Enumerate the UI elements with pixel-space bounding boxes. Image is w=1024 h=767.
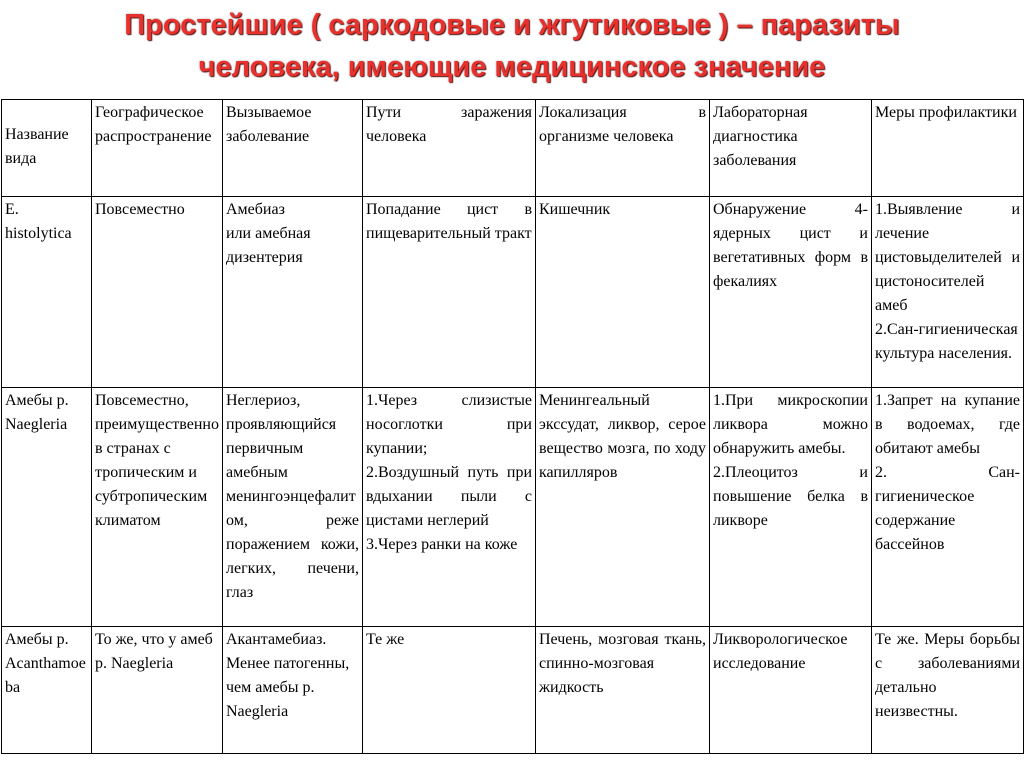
table-cell: Амебиаз или амебная дизентерия xyxy=(223,197,363,388)
table-cell: Те же xyxy=(363,627,536,754)
table-row xyxy=(2,627,1024,754)
table-cell: Печень, мозговая ткань, спинно-мозговая жидкость xyxy=(536,627,710,754)
header-cell-localization: Локализация в организме человека xyxy=(536,100,710,197)
table-cell: Попадание цист в пищеварительный тракт xyxy=(363,197,536,388)
header-cell-lab-diagnostics: Лабораторная диагностика заболевания xyxy=(710,100,872,197)
table-row xyxy=(2,197,1024,388)
title-line-2: человека, имеющие медицинское значение xyxy=(198,51,826,83)
table-cell: Акантамебиаз. Менее патогенны, чем амебы р. Naegleria xyxy=(223,627,363,754)
table-cell: Кишечник xyxy=(536,197,710,388)
table-cell: Амебы р. Naegleria xyxy=(2,388,92,627)
table-cell: 1.Выявление и лечение цистовыделителей и цистоносителей амеб 2.Сан-гигиеническая культура населения. xyxy=(872,197,1024,388)
header-cell-disease: Вызываемое заболевание xyxy=(223,100,363,197)
table-cell: Те же. Меры борьбы с заболеваниями детально неизвестны. xyxy=(872,627,1024,754)
header-cell-prevention: Меры профилактики xyxy=(872,100,1024,197)
table-cell: E. histolytica xyxy=(2,197,92,388)
parasites-table xyxy=(1,99,1024,754)
header-cell-geography: Географическое распространение xyxy=(92,100,223,197)
table-row xyxy=(2,388,1024,627)
table-cell: Повсеместно, преимущественно в странах с тропическим и субтропическим климатом xyxy=(92,388,223,627)
table-cell: 1.Запрет на купание в водоемах, где обитают амебы 2. Сан-гигиеническое содержание бассейнов xyxy=(872,388,1024,627)
table-cell: 1.При микроскопии ликвора можно обнаружить амебы. 2.Плеоцитоз и повышение белка в ликворе xyxy=(710,388,872,627)
table-cell: То же, что у амеб р. Naegleria xyxy=(92,627,223,754)
table-cell: Амебы р. Acanthamoeba xyxy=(2,627,92,754)
table-cell: Неглериоз, проявляющийся первичным амебным менингоэнцефалитом, реже поражением кожи, легких, печени, глаз xyxy=(223,388,363,627)
table-header-row xyxy=(2,100,1024,197)
slide-title xyxy=(0,4,1024,88)
header-cell-infection-routes: Пути заражения человека xyxy=(363,100,536,197)
table-cell: Ликворологическое исследование xyxy=(710,627,872,754)
table-cell: Обнаружение 4-ядерных цист и вегетативных форм в фекалиях xyxy=(710,197,872,388)
table-cell: Повсеместно xyxy=(92,197,223,388)
table-cell: 1.Через слизистые носоглотки при купании; 2.Воздушный путь при вдыхании пыли с цистами неглерий 3.Через ранки на коже xyxy=(363,388,536,627)
title-line-1: Простейшие ( саркодовые и жгутиковые ) – паразиты xyxy=(124,9,900,41)
header-cell-species: Название вида xyxy=(2,100,92,197)
table-cell: Менингеальный экссудат, ликвор, серое вещество мозга, по ходу капилляров xyxy=(536,388,710,627)
